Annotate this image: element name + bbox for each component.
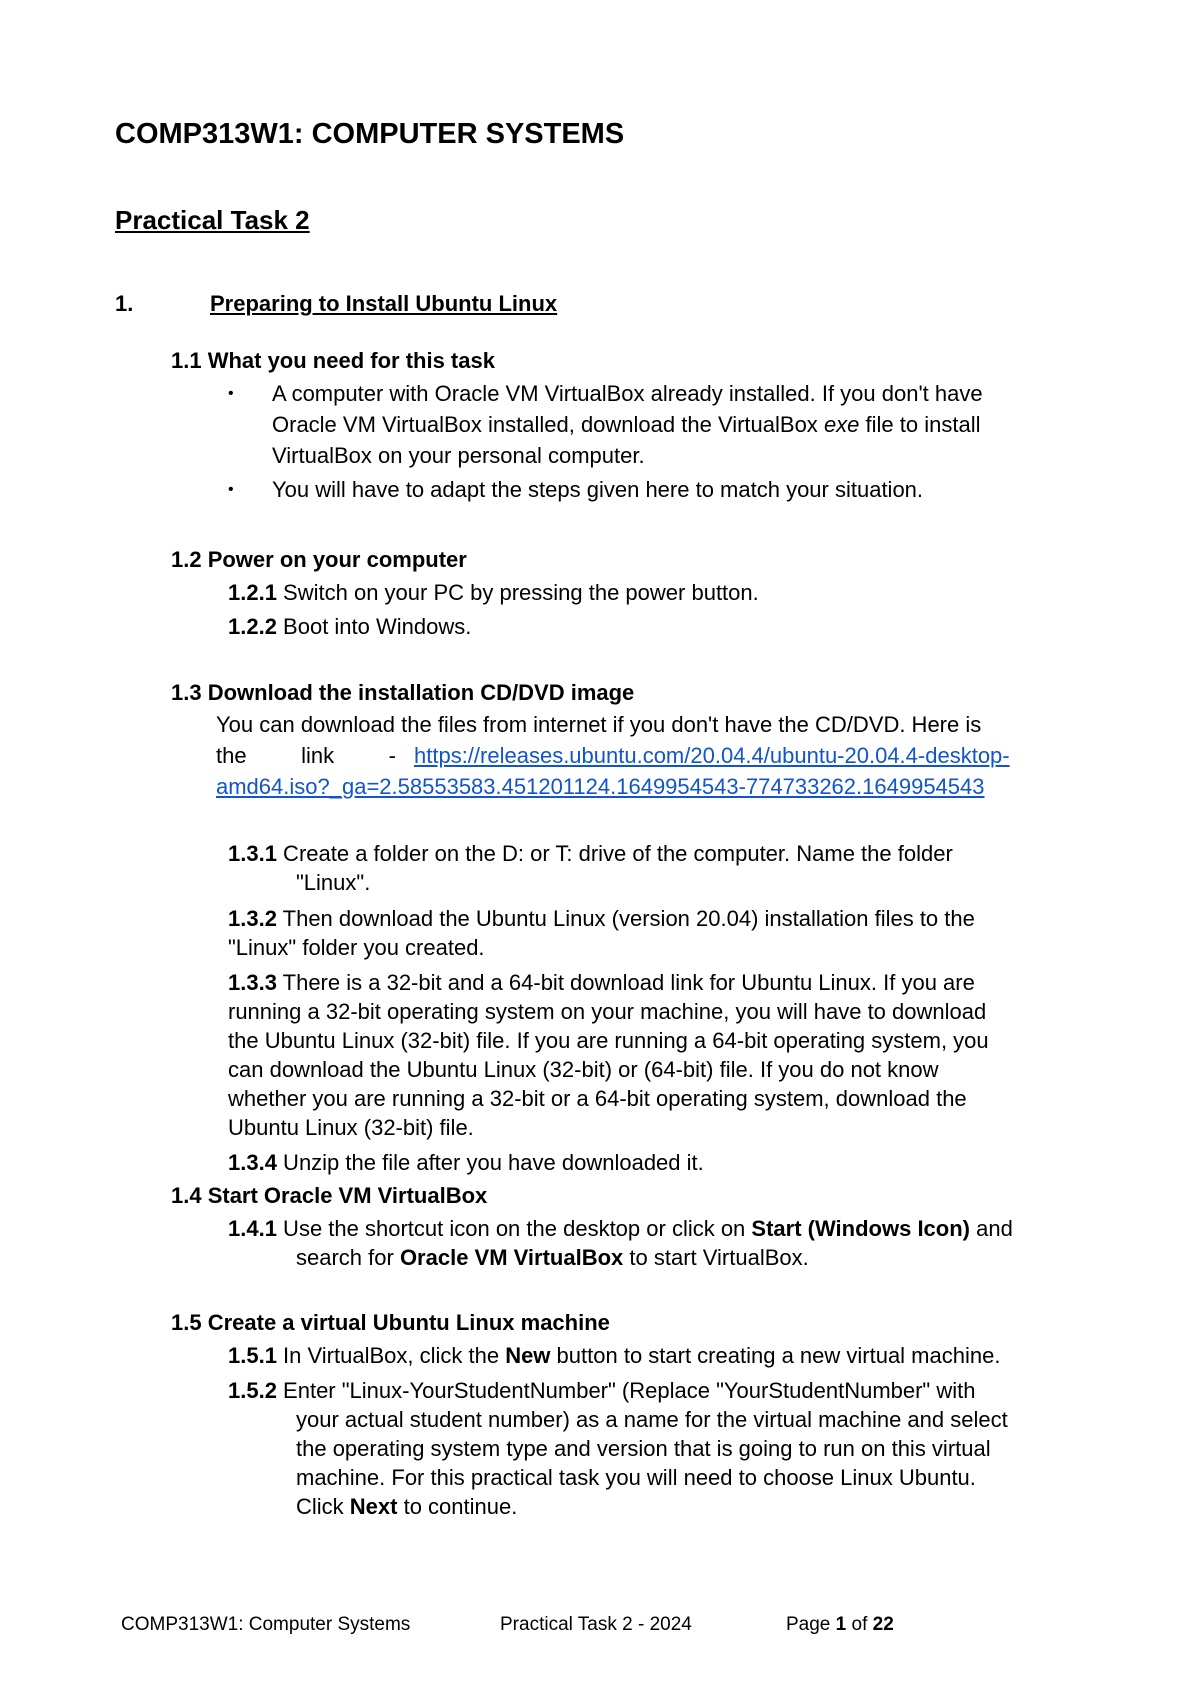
step-1-3-3-line-5: whether you are running a 32-bit or a 64-bit operating system, download the: [228, 1086, 967, 1111]
step-1-2-2: 1.2.2 Boot into Windows.: [228, 614, 472, 639]
subsection-1-3-heading: 1.3 Download the installation CD/DVD image: [171, 680, 635, 705]
subsection-1-2-heading: 1.2 Power on your computer: [171, 547, 467, 572]
ubuntu-download-link-continued[interactable]: amd64.iso?_ga=2.58553583.451201124.1649954543-774733262.1649954543: [216, 774, 985, 799]
section-1-heading: Preparing to Install Ubuntu Linux: [210, 291, 558, 316]
step-1-4-1-line-1: 1.4.1 Use the shortcut icon on the desktop or click on Start (Windows Icon) and: [228, 1216, 1013, 1241]
footer-page-number: Page 1 of 22: [786, 1614, 894, 1635]
footer-task: Practical Task 2 - 2024: [500, 1614, 692, 1635]
step-1-5-2-line-5: Click Next to continue.: [296, 1494, 518, 1519]
step-1-3-3-line-4: can download the Ubuntu Linux (32-bit) or (64-bit) file. If you do not know: [228, 1057, 939, 1082]
step-1-5-1: 1.5.1 In VirtualBox, click the New button to start creating a new virtual machine.: [228, 1343, 1001, 1368]
bullet-marker: •: [228, 481, 234, 498]
step-1-5-2-line-4: machine. For this practical task you will need to choose Linux Ubuntu.: [296, 1465, 976, 1490]
exe-emphasis: exe: [823, 412, 860, 437]
section-1-number: 1.: [115, 291, 134, 316]
step-1-3-2-line-2: "Linux" folder you created.: [228, 935, 485, 960]
subsection-1-1-heading: 1.1 What you need for this task: [171, 348, 495, 373]
download-intro-line-2: the link - https://releases.ubuntu.com/20.04.4/ubuntu-20.04.4-desktop-: [216, 741, 1076, 771]
step-1-5-2-line-2: your actual student number) as a name for the virtual machine and select: [296, 1407, 1008, 1432]
step-1-3-4: 1.3.4 Unzip the file after you have downloaded it.: [228, 1150, 704, 1175]
subsection-1-5-heading: 1.5 Create a virtual Ubuntu Linux machine: [171, 1310, 610, 1335]
bullet-1-line-3: VirtualBox on your personal computer.: [272, 443, 645, 468]
step-1-5-2-line-3: the operating system type and version that is going to run on this virtual: [296, 1436, 991, 1461]
step-1-4-1-line-2: search for Oracle VM VirtualBox to start VirtualBox.: [296, 1245, 809, 1270]
step-1-3-3-line-6: Ubuntu Linux (32-bit) file.: [228, 1115, 474, 1140]
bullet-marker: •: [228, 385, 234, 402]
step-1-3-3-line-3: the Ubuntu Linux (32-bit) file. If you are running a 64-bit operating system, you: [228, 1028, 989, 1053]
step-1-3-2-line-1: 1.3.2 Then download the Ubuntu Linux (version 20.04) installation files to the: [228, 906, 975, 931]
document-title: COMP313W1: COMPUTER SYSTEMS: [115, 118, 625, 150]
bullet-1-line-2: Oracle VM VirtualBox installed, download the VirtualBox exe file to install: [272, 412, 981, 437]
subsection-1-4-heading: 1.4 Start Oracle VM VirtualBox: [171, 1183, 488, 1208]
step-1-5-2-line-1: 1.5.2 Enter "Linux-YourStudentNumber" (Replace "YourStudentNumber" with: [228, 1378, 976, 1403]
practical-task-heading: Practical Task 2: [115, 205, 310, 235]
ubuntu-download-link[interactable]: https://releases.ubuntu.com/20.04.4/ubuntu-20.04.4-desktop-: [414, 743, 1010, 768]
footer-course: COMP313W1: Computer Systems: [121, 1614, 411, 1635]
step-1-3-3-line-2: running a 32-bit operating system on your machine, you will have to download: [228, 999, 987, 1024]
download-intro-line-1: You can download the files from internet if you don't have the CD/DVD. Here is: [216, 712, 982, 737]
step-1-3-3-line-1: 1.3.3 There is a 32-bit and a 64-bit download link for Ubuntu Linux. If you are: [228, 970, 975, 995]
step-1-2-1: 1.2.1 Switch on your PC by pressing the power button.: [228, 580, 759, 605]
step-1-3-1-line-2: "Linux".: [296, 870, 371, 895]
bullet-1-line-1: A computer with Oracle VM VirtualBox already installed. If you don't have: [272, 381, 983, 406]
bullet-2-text: You will have to adapt the steps given here to match your situation.: [272, 477, 924, 502]
step-1-3-1-line-1: 1.3.1 Create a folder on the D: or T: drive of the computer. Name the folder: [228, 841, 953, 866]
